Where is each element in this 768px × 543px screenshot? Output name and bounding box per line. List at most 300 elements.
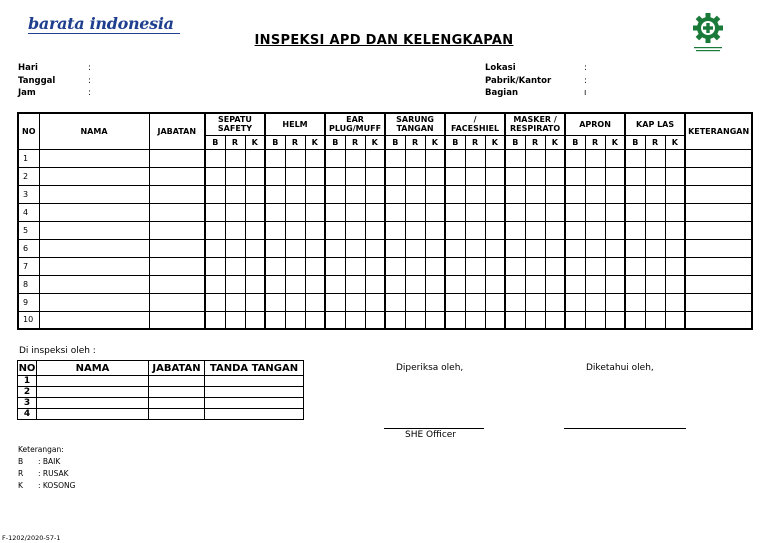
check-cell[interactable] <box>385 185 405 203</box>
check-cell[interactable] <box>305 257 325 275</box>
check-cell[interactable] <box>325 221 345 239</box>
check-cell[interactable] <box>485 257 505 275</box>
check-cell[interactable] <box>525 185 545 203</box>
sub-col-header: B <box>385 135 405 149</box>
check-cell[interactable] <box>245 293 265 311</box>
check-cell[interactable] <box>265 257 285 275</box>
check-cell[interactable] <box>425 203 445 221</box>
check-cell[interactable] <box>225 149 245 167</box>
inspector-jabatan-cell[interactable] <box>149 387 205 398</box>
check-cell[interactable] <box>665 149 685 167</box>
check-cell[interactable] <box>565 167 585 185</box>
check-cell[interactable] <box>665 239 685 257</box>
check-cell[interactable] <box>205 275 225 293</box>
check-cell[interactable] <box>505 311 525 329</box>
check-cell[interactable] <box>565 275 585 293</box>
check-cell[interactable] <box>325 293 345 311</box>
check-cell[interactable] <box>265 203 285 221</box>
check-cell[interactable] <box>645 293 665 311</box>
check-cell[interactable] <box>525 149 545 167</box>
check-cell[interactable] <box>625 257 645 275</box>
check-cell[interactable] <box>565 185 585 203</box>
check-cell[interactable] <box>465 185 485 203</box>
check-cell[interactable] <box>405 239 425 257</box>
check-cell[interactable] <box>485 149 505 167</box>
check-cell[interactable] <box>605 257 625 275</box>
check-cell[interactable] <box>585 239 605 257</box>
form-title: INSPEKSI APD DAN KELENGKAPAN <box>254 33 514 48</box>
inspector-row-number: 4 <box>18 409 37 420</box>
check-cell[interactable] <box>465 149 485 167</box>
check-cell[interactable] <box>205 149 225 167</box>
check-cell[interactable] <box>445 149 465 167</box>
inspector-ttd-cell[interactable] <box>205 376 304 387</box>
check-cell[interactable] <box>385 239 405 257</box>
check-cell[interactable] <box>245 311 265 329</box>
check-cell[interactable] <box>265 167 285 185</box>
check-cell[interactable] <box>325 185 345 203</box>
check-cell[interactable] <box>525 311 545 329</box>
sub-col-header: K <box>545 135 565 149</box>
check-cell[interactable] <box>365 203 385 221</box>
check-cell[interactable] <box>465 221 485 239</box>
check-cell[interactable] <box>365 149 385 167</box>
check-cell[interactable] <box>545 203 565 221</box>
check-cell[interactable] <box>605 221 625 239</box>
jabatan-cell[interactable] <box>149 185 205 203</box>
check-cell[interactable] <box>485 221 505 239</box>
check-cell[interactable] <box>285 239 305 257</box>
check-cell[interactable] <box>385 203 405 221</box>
table-row <box>18 239 752 257</box>
check-cell[interactable] <box>265 275 285 293</box>
check-cell[interactable] <box>425 149 445 167</box>
keterangan-cell[interactable] <box>685 275 752 293</box>
check-cell[interactable] <box>445 239 465 257</box>
check-cell[interactable] <box>565 311 585 329</box>
check-cell[interactable] <box>605 167 625 185</box>
check-cell[interactable] <box>345 257 365 275</box>
check-cell[interactable] <box>585 293 605 311</box>
check-cell[interactable] <box>345 311 365 329</box>
nama-cell[interactable] <box>39 203 149 221</box>
check-cell[interactable] <box>525 203 545 221</box>
check-cell[interactable] <box>505 149 525 167</box>
check-cell[interactable] <box>565 221 585 239</box>
nama-cell[interactable] <box>39 239 149 257</box>
jabatan-cell[interactable] <box>149 275 205 293</box>
check-cell[interactable] <box>645 311 665 329</box>
inspector-nama-cell[interactable] <box>37 376 149 387</box>
check-cell[interactable] <box>405 275 425 293</box>
check-cell[interactable] <box>545 185 565 203</box>
check-cell[interactable] <box>485 185 505 203</box>
check-cell[interactable] <box>305 167 325 185</box>
check-cell[interactable] <box>345 203 365 221</box>
check-cell[interactable] <box>205 311 225 329</box>
check-cell[interactable] <box>425 239 445 257</box>
check-cell[interactable] <box>405 203 425 221</box>
check-cell[interactable] <box>565 257 585 275</box>
check-cell[interactable] <box>385 167 405 185</box>
check-cell[interactable] <box>425 311 445 329</box>
check-cell[interactable] <box>225 167 245 185</box>
check-cell[interactable] <box>365 185 385 203</box>
check-cell[interactable] <box>645 203 665 221</box>
jabatan-cell[interactable] <box>149 257 205 275</box>
jabatan-cell[interactable] <box>149 167 205 185</box>
check-cell[interactable] <box>565 239 585 257</box>
nama-cell[interactable] <box>39 257 149 275</box>
check-cell[interactable] <box>645 239 665 257</box>
check-cell[interactable] <box>405 257 425 275</box>
check-cell[interactable] <box>285 167 305 185</box>
check-cell[interactable] <box>325 257 345 275</box>
check-cell[interactable] <box>205 203 225 221</box>
check-cell[interactable] <box>385 275 405 293</box>
check-cell[interactable] <box>385 221 405 239</box>
check-cell[interactable] <box>605 275 625 293</box>
check-cell[interactable] <box>365 275 385 293</box>
check-cell[interactable] <box>445 311 465 329</box>
check-cell[interactable] <box>265 239 285 257</box>
check-cell[interactable] <box>225 185 245 203</box>
check-cell[interactable] <box>265 221 285 239</box>
check-cell[interactable] <box>665 311 685 329</box>
check-cell[interactable] <box>345 239 365 257</box>
info-colon: : <box>88 63 91 73</box>
check-cell[interactable] <box>305 293 325 311</box>
check-cell[interactable] <box>385 149 405 167</box>
check-cell[interactable] <box>625 185 645 203</box>
table-row <box>18 149 752 167</box>
check-cell[interactable] <box>525 257 545 275</box>
check-cell[interactable] <box>585 167 605 185</box>
check-cell[interactable] <box>465 293 485 311</box>
check-cell[interactable] <box>525 239 545 257</box>
check-cell[interactable] <box>405 149 425 167</box>
check-cell[interactable] <box>245 239 265 257</box>
check-cell[interactable] <box>245 275 265 293</box>
check-cell[interactable] <box>545 275 565 293</box>
check-cell[interactable] <box>465 167 485 185</box>
check-cell[interactable] <box>505 275 525 293</box>
check-cell[interactable] <box>425 275 445 293</box>
check-cell[interactable] <box>285 203 305 221</box>
keterangan-cell[interactable] <box>685 293 752 311</box>
check-cell[interactable] <box>325 203 345 221</box>
jabatan-cell[interactable] <box>149 311 205 329</box>
check-cell[interactable] <box>645 275 665 293</box>
check-cell[interactable] <box>445 167 465 185</box>
check-cell[interactable] <box>385 311 405 329</box>
check-cell[interactable] <box>665 185 685 203</box>
check-cell[interactable] <box>485 275 505 293</box>
check-cell[interactable] <box>545 293 565 311</box>
check-cell[interactable] <box>505 185 525 203</box>
check-cell[interactable] <box>645 221 665 239</box>
check-cell[interactable] <box>425 185 445 203</box>
check-cell[interactable] <box>605 149 625 167</box>
check-cell[interactable] <box>605 293 625 311</box>
check-cell[interactable] <box>225 311 245 329</box>
inspector-ttd-cell[interactable] <box>205 409 304 420</box>
check-cell[interactable] <box>505 167 525 185</box>
check-cell[interactable] <box>465 311 485 329</box>
check-cell[interactable] <box>245 257 265 275</box>
check-cell[interactable] <box>365 239 385 257</box>
check-cell[interactable] <box>285 149 305 167</box>
inspector-jabatan-cell[interactable] <box>149 398 205 409</box>
check-cell[interactable] <box>305 149 325 167</box>
check-cell[interactable] <box>325 239 345 257</box>
check-cell[interactable] <box>205 185 225 203</box>
sub-col-header: K <box>485 135 505 149</box>
check-cell[interactable] <box>345 221 365 239</box>
check-cell[interactable] <box>485 239 505 257</box>
check-cell[interactable] <box>525 221 545 239</box>
check-cell[interactable] <box>325 149 345 167</box>
check-cell[interactable] <box>625 221 645 239</box>
jabatan-cell[interactable] <box>149 149 205 167</box>
check-cell[interactable] <box>585 185 605 203</box>
check-cell[interactable] <box>445 275 465 293</box>
inspector-col-ttd: TANDA TANGAN <box>205 361 304 376</box>
check-cell[interactable] <box>405 185 425 203</box>
check-cell[interactable] <box>465 257 485 275</box>
keterangan-cell[interactable] <box>685 239 752 257</box>
check-cell[interactable] <box>505 221 525 239</box>
check-cell[interactable] <box>365 257 385 275</box>
check-cell[interactable] <box>625 275 645 293</box>
check-cell[interactable] <box>405 221 425 239</box>
check-cell[interactable] <box>625 311 645 329</box>
check-cell[interactable] <box>245 167 265 185</box>
check-cell[interactable] <box>665 257 685 275</box>
col-keterangan-header: KETERANGAN <box>685 113 752 149</box>
nama-cell[interactable] <box>39 221 149 239</box>
check-cell[interactable] <box>625 149 645 167</box>
keterangan-cell[interactable] <box>685 149 752 167</box>
check-cell[interactable] <box>265 185 285 203</box>
check-cell[interactable] <box>365 311 385 329</box>
inspector-ttd-cell[interactable] <box>205 398 304 409</box>
check-cell[interactable] <box>545 257 565 275</box>
check-cell[interactable] <box>525 167 545 185</box>
check-cell[interactable] <box>665 221 685 239</box>
check-cell[interactable] <box>225 221 245 239</box>
check-cell[interactable] <box>625 293 645 311</box>
sub-col-header: K <box>605 135 625 149</box>
check-cell[interactable] <box>385 293 405 311</box>
check-cell[interactable] <box>345 293 365 311</box>
check-cell[interactable] <box>585 275 605 293</box>
check-cell[interactable] <box>585 203 605 221</box>
check-cell[interactable] <box>225 293 245 311</box>
check-cell[interactable] <box>505 293 525 311</box>
check-cell[interactable] <box>245 203 265 221</box>
check-cell[interactable] <box>485 167 505 185</box>
check-cell[interactable] <box>305 275 325 293</box>
check-cell[interactable] <box>265 293 285 311</box>
check-cell[interactable] <box>605 239 625 257</box>
check-cell[interactable] <box>205 293 225 311</box>
sub-col-header: K <box>665 135 685 149</box>
check-cell[interactable] <box>425 293 445 311</box>
check-cell[interactable] <box>585 149 605 167</box>
check-cell[interactable] <box>345 185 365 203</box>
check-cell[interactable] <box>305 311 325 329</box>
sub-col-header: R <box>645 135 665 149</box>
nama-cell[interactable] <box>39 293 149 311</box>
check-cell[interactable] <box>545 149 565 167</box>
check-cell[interactable] <box>205 239 225 257</box>
check-cell[interactable] <box>505 257 525 275</box>
check-cell[interactable] <box>545 221 565 239</box>
check-cell[interactable] <box>245 221 265 239</box>
inspector-nama-cell[interactable] <box>37 409 149 420</box>
check-cell[interactable] <box>205 257 225 275</box>
check-cell[interactable] <box>585 311 605 329</box>
check-cell[interactable] <box>565 293 585 311</box>
check-cell[interactable] <box>605 185 625 203</box>
check-cell[interactable] <box>285 293 305 311</box>
check-cell[interactable] <box>465 239 485 257</box>
check-cell[interactable] <box>365 167 385 185</box>
check-cell[interactable] <box>485 311 505 329</box>
check-cell[interactable] <box>465 203 485 221</box>
check-cell[interactable] <box>525 293 545 311</box>
inspector-ttd-cell[interactable] <box>205 387 304 398</box>
check-cell[interactable] <box>285 257 305 275</box>
col-jabatan-header: JABATAN <box>149 113 205 149</box>
known-by-label: Diketahui oleh, <box>586 363 654 373</box>
keterangan-cell[interactable] <box>685 221 752 239</box>
check-cell[interactable] <box>265 149 285 167</box>
keterangan-cell[interactable] <box>685 203 752 221</box>
check-cell[interactable] <box>285 275 305 293</box>
check-cell[interactable] <box>345 167 365 185</box>
check-cell[interactable] <box>625 203 645 221</box>
check-cell[interactable] <box>365 221 385 239</box>
check-cell[interactable] <box>225 239 245 257</box>
check-cell[interactable] <box>545 239 565 257</box>
check-cell[interactable] <box>305 239 325 257</box>
jabatan-cell[interactable] <box>149 293 205 311</box>
check-cell[interactable] <box>265 311 285 329</box>
nama-cell[interactable] <box>39 167 149 185</box>
check-cell[interactable] <box>425 257 445 275</box>
check-cell[interactable] <box>565 203 585 221</box>
nama-cell[interactable] <box>39 311 149 329</box>
check-cell[interactable] <box>645 257 665 275</box>
check-cell[interactable] <box>225 275 245 293</box>
check-cell[interactable] <box>445 203 465 221</box>
nama-cell[interactable] <box>39 275 149 293</box>
check-cell[interactable] <box>625 239 645 257</box>
check-cell[interactable] <box>425 167 445 185</box>
check-cell[interactable] <box>205 167 225 185</box>
check-cell[interactable] <box>665 275 685 293</box>
group-line2: RESPIRATO <box>509 124 561 134</box>
check-cell[interactable] <box>285 185 305 203</box>
check-cell[interactable] <box>445 257 465 275</box>
keterangan-cell[interactable] <box>685 257 752 275</box>
check-cell[interactable] <box>605 311 625 329</box>
check-cell[interactable] <box>325 275 345 293</box>
check-cell[interactable] <box>325 167 345 185</box>
check-cell[interactable] <box>305 221 325 239</box>
check-cell[interactable] <box>465 275 485 293</box>
inspector-jabatan-cell[interactable] <box>149 409 205 420</box>
keterangan-cell[interactable] <box>685 167 752 185</box>
check-cell[interactable] <box>245 185 265 203</box>
check-cell[interactable] <box>485 203 505 221</box>
check-cell[interactable] <box>545 311 565 329</box>
check-cell[interactable] <box>445 293 465 311</box>
check-cell[interactable] <box>305 185 325 203</box>
check-cell[interactable] <box>585 221 605 239</box>
check-cell[interactable] <box>645 167 665 185</box>
check-cell[interactable] <box>445 185 465 203</box>
check-cell[interactable] <box>505 239 525 257</box>
check-cell[interactable] <box>585 257 605 275</box>
check-cell[interactable] <box>665 203 685 221</box>
inspector-nama-cell[interactable] <box>37 398 149 409</box>
jabatan-cell[interactable] <box>149 221 205 239</box>
check-cell[interactable] <box>345 275 365 293</box>
check-cell[interactable] <box>205 221 225 239</box>
info-right <box>485 62 587 100</box>
check-cell[interactable] <box>365 293 385 311</box>
keterangan-cell[interactable] <box>685 311 752 329</box>
check-cell[interactable] <box>665 293 685 311</box>
check-cell[interactable] <box>405 293 425 311</box>
check-cell[interactable] <box>525 275 545 293</box>
check-cell[interactable] <box>445 221 465 239</box>
group-line1: SARUNG <box>396 115 434 125</box>
check-cell[interactable] <box>545 167 565 185</box>
check-cell[interactable] <box>385 257 405 275</box>
check-cell[interactable] <box>405 167 425 185</box>
check-cell[interactable] <box>345 149 365 167</box>
check-cell[interactable] <box>605 203 625 221</box>
check-cell[interactable] <box>405 311 425 329</box>
check-cell[interactable] <box>305 203 325 221</box>
check-cell[interactable] <box>625 167 645 185</box>
nama-cell[interactable] <box>39 185 149 203</box>
keterangan-cell[interactable] <box>685 185 752 203</box>
jabatan-cell[interactable] <box>149 239 205 257</box>
check-cell[interactable] <box>505 203 525 221</box>
check-cell[interactable] <box>285 221 305 239</box>
check-cell[interactable] <box>565 149 585 167</box>
check-cell[interactable] <box>645 185 665 203</box>
check-cell[interactable] <box>325 311 345 329</box>
check-cell[interactable] <box>665 167 685 185</box>
check-cell[interactable] <box>425 221 445 239</box>
check-cell[interactable] <box>225 257 245 275</box>
inspector-nama-cell[interactable] <box>37 387 149 398</box>
jabatan-cell[interactable] <box>149 203 205 221</box>
check-cell[interactable] <box>225 203 245 221</box>
check-cell[interactable] <box>285 311 305 329</box>
check-cell[interactable] <box>645 149 665 167</box>
check-cell[interactable] <box>245 149 265 167</box>
check-cell[interactable] <box>485 293 505 311</box>
nama-cell[interactable] <box>39 149 149 167</box>
inspector-jabatan-cell[interactable] <box>149 376 205 387</box>
